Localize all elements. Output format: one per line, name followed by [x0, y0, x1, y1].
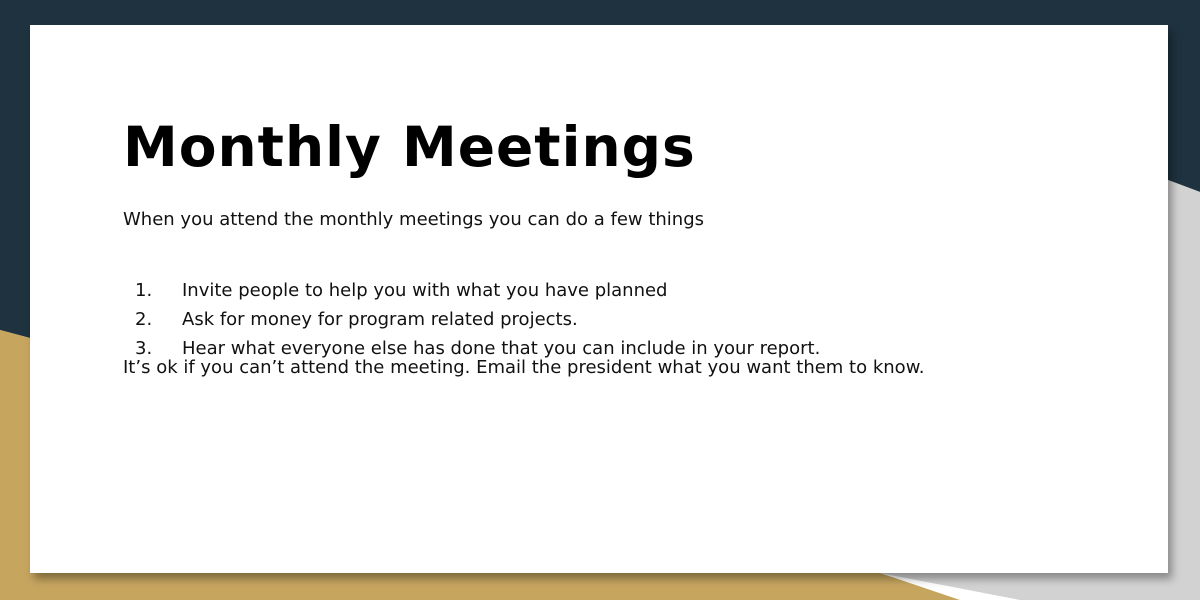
list-item	[123, 279, 820, 308]
list-number: 2.	[135, 309, 153, 330]
closing-paragraph: It’s ok if you can’t attend the meeting. Email the president what you want them to know.	[123, 357, 925, 378]
content-card	[30, 25, 1168, 573]
list-number: 3.	[135, 338, 153, 359]
list-item-text: Invite people to help you with what you have planned	[182, 280, 668, 301]
numbered-list	[123, 279, 820, 366]
list-item	[123, 308, 820, 337]
slide-title: Monthly Meetings	[123, 115, 696, 179]
list-number: 1.	[135, 280, 153, 301]
list-item-text: Ask for money for program related projects.	[182, 309, 578, 330]
intro-paragraph: When you attend the monthly meetings you can do a few things	[123, 209, 705, 230]
list-item-text: Hear what everyone else has done that you can include in your report.	[182, 338, 821, 359]
